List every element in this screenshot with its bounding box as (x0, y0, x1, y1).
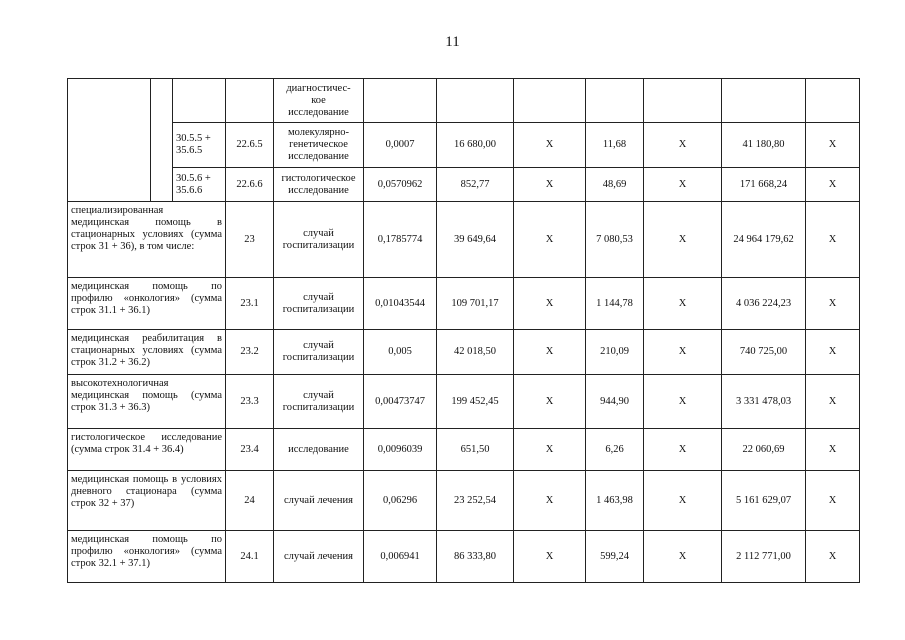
table-row (68, 123, 860, 168)
table-row (68, 531, 860, 583)
value-cell: 86 333,80 (437, 531, 514, 583)
unit-cell: случай госпитализации (274, 202, 364, 278)
row-number: 23.2 (226, 330, 274, 375)
unit-cell: гистологическое исследование (274, 168, 364, 202)
table-row (68, 168, 860, 202)
value-cell: 0,01043544 (364, 278, 437, 330)
tariff-table (67, 78, 860, 583)
unit-cell: случай лечения (274, 471, 364, 531)
table-row (68, 375, 860, 429)
unit-cell: диагностичес- кое исследование (274, 79, 364, 123)
value-cell: 16 680,00 (437, 123, 514, 168)
value-cell: 0,06296 (364, 471, 437, 531)
unit-cell: случай госпитализации (274, 330, 364, 375)
row-number: 24 (226, 471, 274, 531)
value-cell: X (514, 471, 586, 531)
value-cell: 24 964 179,62 (722, 202, 806, 278)
value-cell: X (644, 429, 722, 471)
value-cell (644, 79, 722, 123)
value-cell: X (644, 330, 722, 375)
row-number: 23.1 (226, 278, 274, 330)
value-cell: 2 112 771,00 (722, 531, 806, 583)
value-cell: 41 180,80 (722, 123, 806, 168)
value-cell: 42 018,50 (437, 330, 514, 375)
value-cell: 1 463,98 (586, 471, 644, 531)
table-row (68, 471, 860, 531)
value-cell: 0,00473747 (364, 375, 437, 429)
value-cell: X (806, 278, 860, 330)
value-cell: X (514, 375, 586, 429)
value-cell: X (806, 168, 860, 202)
value-cell: 0,0570962 (364, 168, 437, 202)
row-description: медицинская помощь в условиях дневного стационара (сумма строк 32 + 37) (68, 471, 226, 531)
value-cell: 740 725,00 (722, 330, 806, 375)
unit-cell: случай лечения (274, 531, 364, 583)
row-description: медицинская реабилитация в стационарных условиях (сумма строк 31.2 + 36.2) (68, 330, 226, 375)
value-cell: X (514, 429, 586, 471)
value-cell: 4 036 224,23 (722, 278, 806, 330)
value-cell: 0,006941 (364, 531, 437, 583)
value-cell: X (644, 168, 722, 202)
row-number: 23.3 (226, 375, 274, 429)
value-cell: 23 252,54 (437, 471, 514, 531)
value-cell: X (806, 531, 860, 583)
value-cell: X (806, 429, 860, 471)
value-cell: X (514, 278, 586, 330)
value-cell: X (644, 375, 722, 429)
value-cell: 651,50 (437, 429, 514, 471)
value-cell: 599,24 (586, 531, 644, 583)
value-cell: 171 668,24 (722, 168, 806, 202)
value-cell: X (806, 202, 860, 278)
row-description: медицинская помощь по профилю «онкология» (сумма строк 32.1 + 37.1) (68, 531, 226, 583)
row-number: 23.4 (226, 429, 274, 471)
value-cell (806, 79, 860, 123)
value-cell: X (806, 123, 860, 168)
table-row (68, 429, 860, 471)
value-cell: 109 701,17 (437, 278, 514, 330)
value-cell: 48,69 (586, 168, 644, 202)
value-cell: X (644, 471, 722, 531)
value-cell (364, 79, 437, 123)
value-cell (722, 79, 806, 123)
value-cell: X (644, 202, 722, 278)
unit-cell: молекулярно- генетическое исследование (274, 123, 364, 168)
row-number: 23 (226, 202, 274, 278)
row-description: высокотехнологичная медицинская помощь (сумма строк 31.3 + 36.3) (68, 375, 226, 429)
value-cell (514, 79, 586, 123)
unit-cell: случай госпитализации (274, 278, 364, 330)
value-cell: 1 144,78 (586, 278, 644, 330)
value-cell: X (644, 278, 722, 330)
value-cell: 7 080,53 (586, 202, 644, 278)
value-cell: X (806, 330, 860, 375)
value-cell: 3 331 478,03 (722, 375, 806, 429)
value-cell: 199 452,45 (437, 375, 514, 429)
value-cell: 0,0007 (364, 123, 437, 168)
value-cell: 210,09 (586, 330, 644, 375)
value-cell: X (644, 531, 722, 583)
value-cell: X (514, 531, 586, 583)
value-cell: X (514, 168, 586, 202)
row-code: 30.5.6 + 35.6.6 (173, 168, 226, 202)
value-cell (437, 79, 514, 123)
row-number: 22.6.6 (226, 168, 274, 202)
table-row (68, 79, 860, 123)
value-cell: 22 060,69 (722, 429, 806, 471)
value-cell: X (514, 330, 586, 375)
value-cell: X (514, 202, 586, 278)
value-cell: 5 161 629,07 (722, 471, 806, 531)
value-cell: X (806, 375, 860, 429)
row-code (173, 79, 226, 123)
value-cell: 39 649,64 (437, 202, 514, 278)
value-cell: 6,26 (586, 429, 644, 471)
row-description: медицинская помощь по профилю «онкология» (сумма строк 31.1 + 36.1) (68, 278, 226, 330)
value-cell: 0,1785774 (364, 202, 437, 278)
value-cell (586, 79, 644, 123)
row-description: специализированная медицинская помощь в стационарных условиях (сумма строк 31 + 36), в том числе: (68, 202, 226, 278)
indent-cell (68, 79, 151, 202)
unit-cell: исследование (274, 429, 364, 471)
table-row (68, 202, 860, 278)
table-row (68, 330, 860, 375)
row-code: 30.5.5 + 35.6.5 (173, 123, 226, 168)
row-number: 24.1 (226, 531, 274, 583)
row-number: 22.6.5 (226, 123, 274, 168)
value-cell: 944,90 (586, 375, 644, 429)
row-description: гистологическое исследование (сумма строк 31.4 + 36.4) (68, 429, 226, 471)
value-cell: 852,77 (437, 168, 514, 202)
indent-cell (151, 79, 173, 202)
value-cell: 0,005 (364, 330, 437, 375)
row-number (226, 79, 274, 123)
page-number: 11 (445, 34, 460, 50)
value-cell: 11,68 (586, 123, 644, 168)
value-cell: X (806, 471, 860, 531)
value-cell: X (644, 123, 722, 168)
value-cell: X (514, 123, 586, 168)
value-cell: 0,0096039 (364, 429, 437, 471)
table-row (68, 278, 860, 330)
unit-cell: случай госпитализации (274, 375, 364, 429)
